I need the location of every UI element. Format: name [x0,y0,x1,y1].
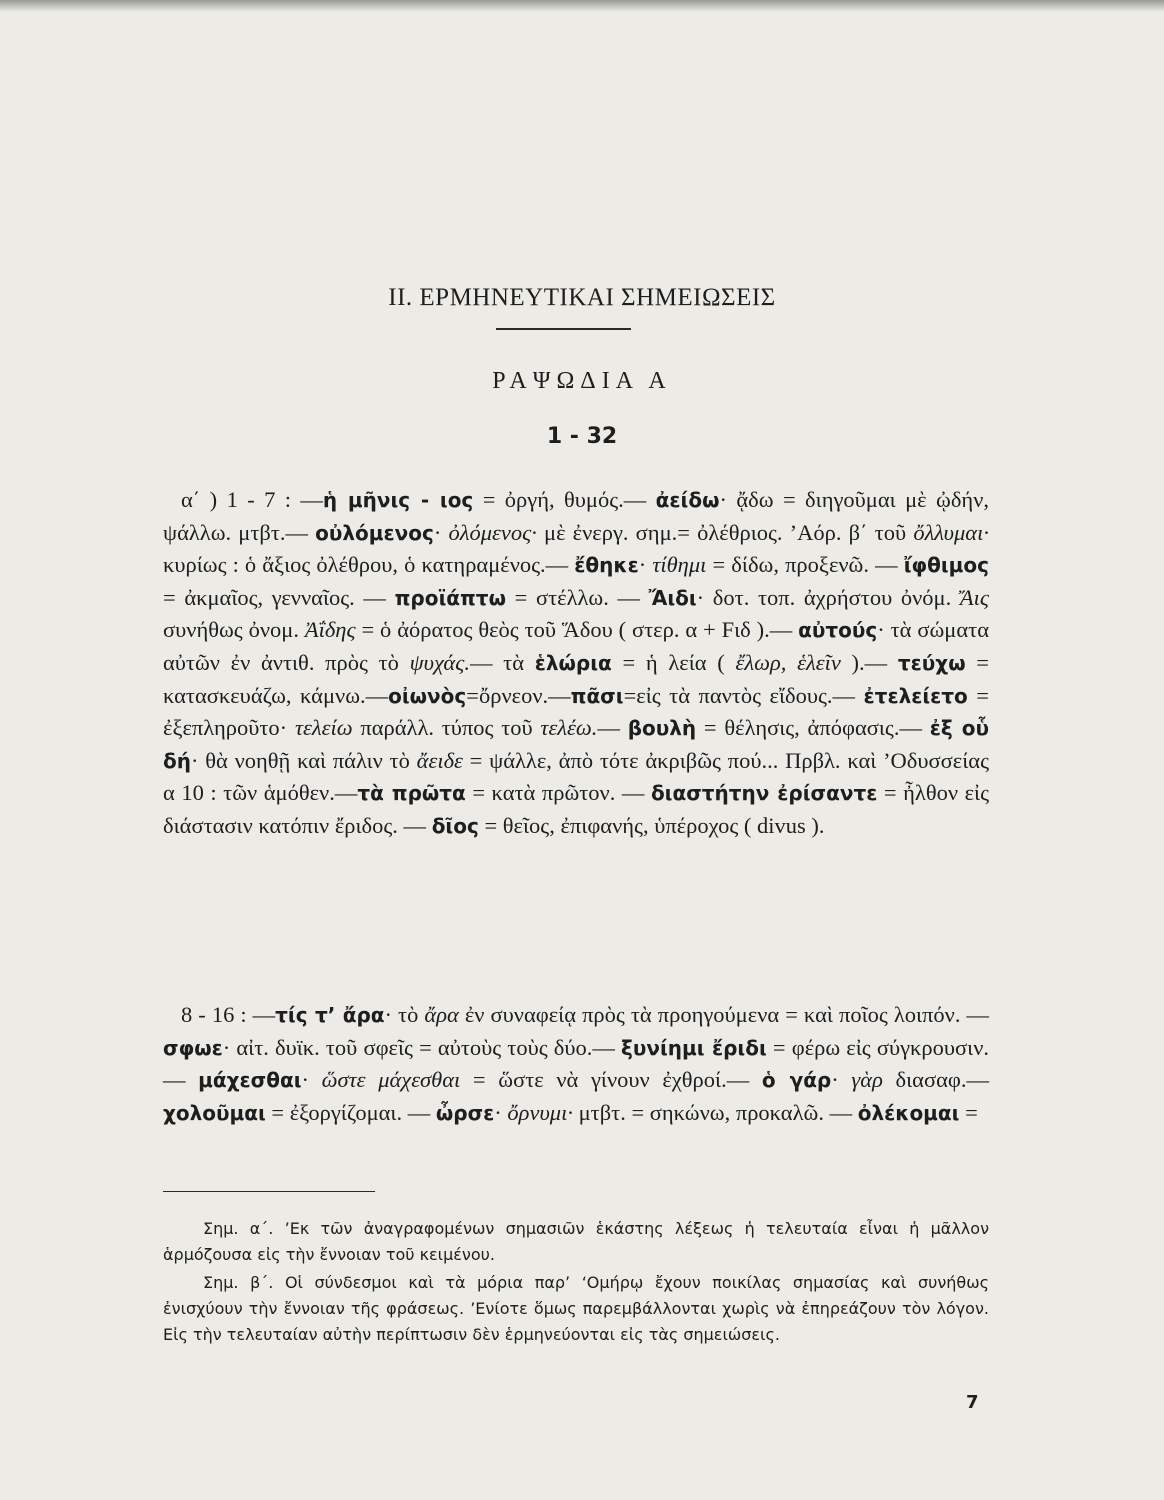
text: — [597,715,628,741]
lemma: ἴφθιμος [903,553,989,578]
lemma: ἀείδω [655,488,720,512]
text: · δοτ. τοπ. ἀχρήστου ὀνόμ. [696,584,960,610]
text: α΄ ) 1 - 7 : — [181,487,323,512]
lemma: ἑλώρια [534,650,612,675]
italic-term: ὄρνυμι· [507,1099,573,1125]
text: ἐν συναφείᾳ πρὸς τὰ προηγούμενα = καὶ ποῖος λοιπόν. — [458,1002,989,1027]
italic-term: ἄρα [424,1002,459,1027]
section-heading: II. ΕΡΜΗΝΕΥΤΙΚΑΙ ΣΗΜΕΙΩΣΕΙΣ [388,284,776,311]
text: · τὸ [384,1002,425,1027]
text: = κατασκευάζω, κάμνω.— [163,649,989,708]
lemma: τίς τ’ ἄρα [275,1003,385,1027]
lemma: διαστήτην ἐρίσαντε [650,781,878,806]
text: = ἐξεπληροῦτο· [163,682,989,741]
footnote-divider [163,1191,375,1192]
lemma: ἔθηκε [574,553,639,578]
text: = ἡ λεία ( [611,649,736,675]
italic-term: Ἄις [959,584,989,610]
italic-term: τίθημι [652,552,707,578]
lemma: οὐλόμενος [315,520,434,545]
text: · [638,552,653,578]
text: = ψάλλε, ἀπὸ τότε ἀκριβῶς πού... Πρβλ. καὶ ’Οδυσσείας α 10 : τῶν ἁμόθεν.— [163,747,990,806]
lemma: ἡ μῆνις - ιος [322,488,474,512]
text: ).— [840,649,898,675]
text: = ὀργή, θυμός.— [473,487,656,512]
footnote-b: Σημ. β΄. Οἱ σύνδεσμοι καὶ τὰ μόρια παρ’ ‘Ομήρῳ ἔχουν ποικίλας σημασίας καὶ συνήθως ἐνισχύουν τὴν ἔννοιαν τῆς φράσεως. ’Ενίοτε ὅμως παρεμβάλλονται χωρὶς νὰ ἐπηρεάζουν τὸν λόγον. Εἰς τὴν τελευταίαν αὐτὴν περίπτωσιν δὲν ἑρμηνεύονται εἰς τὰς σημειώσεις. [163,1273,989,1344]
lemma: οἰωνὸς [388,683,467,708]
rhapsody-title: ΡΑΨΩΔΙΑ Α [492,368,672,394]
text: = ὁ ἀόρατος θεὸς τοῦ Ἅδου ( στερ. α + Fιδ ).— [355,617,799,643]
lemma: ἐτελείετο [863,683,968,708]
text: 8 - 16 : — [181,1002,276,1027]
text: =εἰς τὰ παντὸς εἴδους.— [623,682,864,708]
italic-term: ὄλλυμαι· [913,519,989,545]
text: · ᾄδω = διηγοῦμαι μὲ ᾠδήν, ψάλλω. μτβτ.— [163,487,989,545]
text: = ἀκμαῖος, γενναῖος. — [163,584,395,610]
text: = ἐξοργίζομαι. — [265,1099,436,1125]
lemma: Ἄιδι [648,585,697,610]
italic-term: τελείω [294,715,353,741]
lemma: ἐξ οὗ δή [163,716,990,773]
italic-term: ἄειδε [416,747,463,773]
text: = δίδω, προξενῶ. — [706,552,904,578]
lemma: ὦρσε [435,1100,495,1125]
heading-divider [496,328,631,330]
text: μὲ ἐνεργ. σημ.= ὀλέθριος. ’Αόρ. β΄ τοῦ [536,519,914,545]
text: διασαφ.— [882,1067,989,1093]
text: = θεῖος, ἐπιφανής, ὑπέροχος ( divus ). [478,812,825,838]
commentary-paragraph-2 [163,999,989,1129]
scan-shadow [0,0,1164,12]
commentary-paragraph-1 [163,484,989,843]
lemma: ξυνίημι ἔριδι [621,1035,767,1060]
text: — τὰ [469,649,535,675]
text: = ὥστε νὰ γίνουν ἐχθροί.— [460,1067,762,1093]
lemma: προϊάπτω [394,585,506,610]
text: · αἰτ. δυϊκ. τοῦ σφεῖς = αὐτοὺς τοὺς δύο.— [222,1034,622,1060]
italic-term: ὀλόμενος· [448,519,537,545]
footnote-a: Σημ. α΄. ’Εκ τῶν ἀναγραφομένων σημασιῶν ἑκάστης λέξεως ἡ τελευταία εἶναι ἡ μᾶλλον ἁρμόζουσα εἰς τὴν ἔννοιαν τοῦ κειμένου. [163,1219,989,1264]
lemma: δῖος [431,813,479,838]
italic-term: ὥστε μάχεσθαι [321,1067,461,1093]
lemma: χολοῦμαι [163,1100,266,1125]
lemma: μάχεσθαι [198,1068,302,1093]
page-number: 7 [966,1392,979,1413]
lemma: τὰ πρῶτα [357,781,466,806]
text: · [831,1067,852,1093]
text: = φέρω εἰς σύγκρουσιν. — [163,1034,989,1093]
text: συνήθως ὀνομ. [163,617,305,643]
lemma: αὐτούς [798,618,878,643]
text: παράλλ. τύπος τοῦ [352,715,541,741]
text: =ὄρνεον.— [466,682,571,708]
text: κυρίως : ὁ ἄξιος ὀλέθρου, ὁ κατηραμένος.— [163,552,575,578]
text: μτβτ. = σηκώνω, προκαλῶ. — [572,1099,858,1125]
italic-term: γὰρ [851,1067,883,1093]
text: · [494,1099,508,1125]
lemma: τεύχω [897,650,966,675]
lemma: ὁ γάρ [761,1068,832,1093]
text: = κατὰ πρῶτον. — [465,780,651,806]
text: · τὰ σώματα αὐτῶν ἐν ἀντιθ. πρὸς τὸ [163,617,989,675]
text: = [959,1099,978,1125]
text: = θέλησις, ἀπόφασις.— [696,715,930,741]
text: · [433,519,449,545]
text: · θὰ νοηθῇ καὶ πάλιν τὸ [190,747,417,773]
lemma: βουλὴ [627,716,697,741]
text: = ἦλθον εἰς διάστασιν κατόπιν ἔριδος. — [163,780,989,838]
lemma: πᾶσι [570,683,624,708]
lemma: ὀλέκομαι [857,1100,960,1125]
italic-term: ἔλωρ, ἑλεῖν [735,649,841,675]
verse-range: 1 - 32 [546,424,618,449]
italic-term: Ἀΐδης [304,617,356,643]
text: = στέλλω. — [505,584,649,610]
italic-term: ψυχάς. [409,649,470,675]
lemma: σφωε [163,1035,223,1060]
italic-term: τελέω. [540,715,598,741]
text: · [301,1067,322,1093]
